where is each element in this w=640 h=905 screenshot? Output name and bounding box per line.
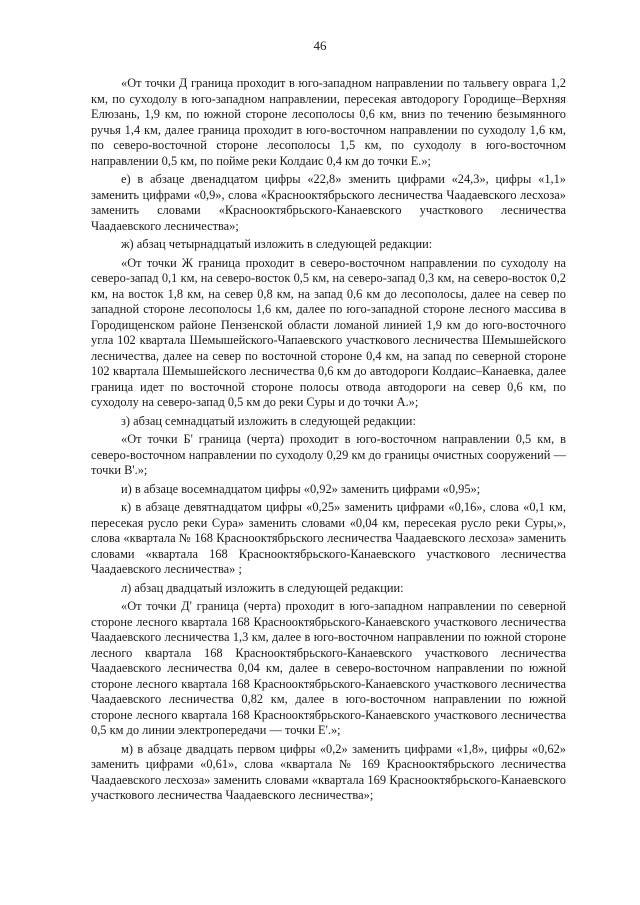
paragraph-point-zh-boundary: «От точки Ж граница проходит в северо-восточном направлении по суходолу на северо-запад 0,1 км, на северо-восток 0,5 км, на северо-запад 0,3 км, на северо-восток 0,2 км, на восток 1,8 км, на север 0,8 км, на запад 0,6 км до лесополосы, далее на север по западной стороне лесополосы 1,6 км, далее по юго-западной стороне лесного массива в Городищенском районе Пензенской области ломаной линией 1,9 км до юго-восточного угла 102 квартала Шемышейского-Чапаевского участкового лесничества Шемышейского лесничества, далее на север по восточной стороне 0,4 км, на запад по северной стороне 102 квартала Шемышейского лесничества 0,6 км до автодороги Колдаис–Канаевка, далее граница идет по восточной стороне полосы отвода автодороги на север 0,6 км, по суходолу на северо-запад 0,5 км до реки Суры и до точки А.»; [91, 255, 566, 409]
paragraph-item-k: к) в абзаце девятнадцатом цифры «0,25» заменить цифрами «0,16», слова «0,1 км, пересекая русло реки Сура» заменить словами «0,04 км, пересекая русло реки Суры,», слова «квартала № 168 Краснооктябрьского лесничества Чаадаевского лесхоза» заменить словами «квартала 168 Краснооктябрьского-Канаевского участкового лесничества Чаадаевского лесничества» ; [91, 500, 566, 576]
paragraph-item-zh: ж) абзац четырнадцатый изложить в следующей редакции: [121, 237, 433, 251]
paragraph-point-d-prime-boundary: «От точки Д' граница (черта) проходит в юго-западном направлении по северной стороне лесного квартала 168 Краснооктябрьского-Канаевского участкового лесничества Чаадаевского лесничества 1,3 км, далее в юго-восточном направлении по южной стороне лесного квартала 168 Краснооктябрьского-Канаевского участкового лесничества Чаадаевского лесничества 0,04 км, далее в северо-восточном направлении по южной стороне лесного квартала 168 Краснооктябрьского-Канаевского участкового лесничества Чаадаевского лесничества 0,82 км, далее в юго-восточном направлении по южной стороне лесного квартала 168 Краснооктябрьского-Канаевского участкового лесничества 0,5 км до линии электропередачи — точки Е'.»; [91, 599, 566, 737]
paragraph-item-m: м) в абзаце двадцать первом цифры «0,2» заменить цифрами «1,8», цифры «0,62» заменить цифрами «0,61», слова «квартала № 169 Краснооктябрьского лесничества Чаадаевского лесхоза» заменить словами «квартала 169 Краснооктябрьского-Канаевского участкового лесничества Чаадаевского лесничества»; [91, 741, 566, 802]
paragraph-item-z: з) абзац семнадцатый изложить в следующей редакции: [121, 413, 416, 428]
paragraph-item-e: е) в абзаце двенадцатом цифры «22,8» зменить цифрами «24,3», цифры «1,1» заменить цифрами «0,9», слова «Краснооктябрьского лесничества Чаадаевского лесхоза» заменить словами «Краснооктябрьского-Канаевского участкового лесничества Чаадаевского лесничества»; [91, 172, 566, 233]
paragraph-item-i: и) в абзаце восемнадцатом цифры «0,92» заменить цифрами «0,95»; [121, 481, 481, 496]
paragraph-item-l: л) абзац двадцатый изложить в следующей редакции: [121, 580, 404, 595]
document-body [91, 76, 566, 807]
page-number: 46 [313, 38, 327, 53]
paragraph-point-b-prime-boundary: «От точки Б' граница (черта) проходит в юго-восточном направлении 0,5 км, в северо-восточном направлении по суходолу 0,29 км до границы очистных сооружений — точки В'.»; [91, 432, 566, 477]
paragraph-point-d-boundary: «От точки Д граница проходит в юго-западном направлении по тальвегу оврага 1,2 км, по суходолу в юго-западном направлении, пересекая автодорогу Городище–Верхняя Елюзань, 1,9 км, по южной стороне лесополосы 0,6 км, вниз по течению безымянного ручья 1,4 км, далее граница проходит в юго-восточном направлении по суходолу 1,6 км, по северо-восточной стороне лесополосы 1,5 км, по суходолу в юго-восточном направлении 0,5 км, по пойме реки Колдаис 0,4 км до точки Е.»; [91, 76, 566, 168]
